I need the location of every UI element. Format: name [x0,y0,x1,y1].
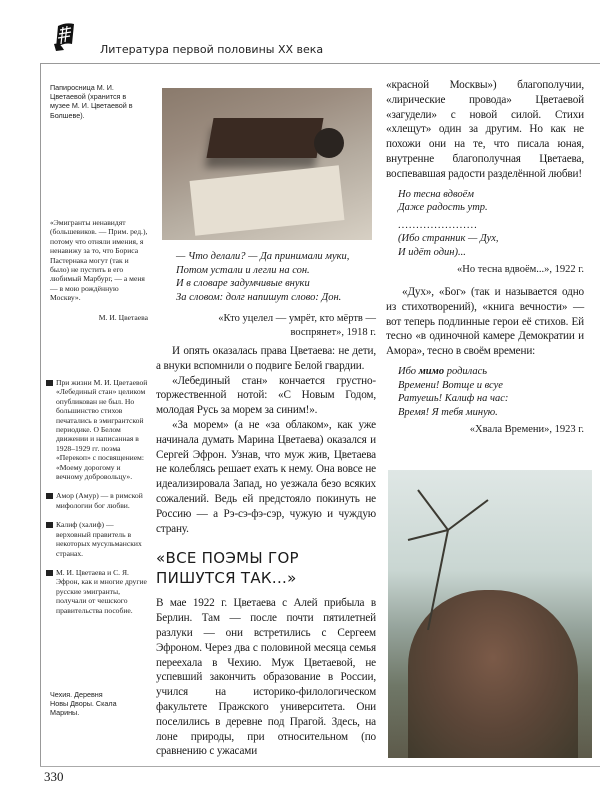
poem-text: родилась [444,366,488,378]
body-text-after-heading [156,596,376,759]
sidebar-notes [56,378,148,625]
note-text: Амор (Амур) — в римской мифологии бог любви. [56,491,143,510]
poem-source: «Хвала Времени», 1923 г. [469,424,584,436]
body-text [386,285,584,359]
poem-block [386,365,584,419]
paragraph: «Дух», «Бог» (так и называется одно из стихотворений), «книга вечности» — вот теперь подлинные герои её стихов. Ей тесно «в одиночной камере Демократии и Амора», тесно в своём времени: [386,286,584,358]
caption-landscape: Чехия. Деревня Новы Дворы. Скала Марины. [50,690,117,718]
running-title: Литература первой половины XX века [100,43,324,56]
note-marker-icon [46,570,53,576]
poem-line: Но тесна вдвоём [398,188,475,200]
poem-block [156,250,376,304]
paragraph: «За морем» (а не «за облаком», как уже начинала думать Марина Цветаева) оказался и Сергей Эфрон. Узнав, что муж жив, Цветаева не колеблясь решает ехать к нему. Она вовсе не идеализировала Запад, но уезжала безо всяких сожалений. Ведь ей предстояло покинуть не Россию — а Рэ-сэ-фэ-сэр, чужую и чуждую страну. [156,418,376,535]
note-text: М. И. Цветаева и С. Я. Эфрон, как и многие другие русские эмигранты, получали от чешского правительства пособие. [56,567,147,615]
quote-text: «Эмигранты ненавидят (большевиков. — Прим. ред.), потому что отняли имения, я ненавижу за то, что Бориса Пастернака могут (так и было) не пустить в его любимый Марбург, — а меня — в мою рождённую Москву». [50,218,148,303]
poem-line [398,365,584,379]
middle-column [156,250,376,759]
poem-ellipsis: ...................... [398,219,478,231]
frame-divider-left [40,63,41,766]
photo-cigarette-box [162,88,372,240]
note-text: При жизни М. И. Цветаевой «Лебединый стан» целиком опубликован не был. Но большинство стихов печатались в эмигрантской периодике. О Белом движении и написанная в 1928–1929 гг. поэма «Перекоп» с посвящением: «Моему дорогому и вечному добровольцу». [56,378,148,482]
body-text [156,344,376,536]
paragraph: В мае 1922 г. Цветаева с Алей прибыла в Берлин. Там — после почти пятилетней разлуки — они встретились с Сергеем Эфроном. Через два с половиной месяца семья переехала в Чехию. Муж Цветаевой, не успевший закончить образование в России, учился на историко-филологическом факультете Пражского университета. Они поселились в деревне под Прагой. Здесь, на лоне природы, при относительном (по сравнению с ужасами [156,597,376,758]
poem-line: Даже радость утр. [398,202,488,214]
frame-divider-bottom [40,766,600,767]
frame-divider-top [40,63,600,64]
poem-line: И идёт один)... [398,246,466,258]
note-marker-icon [46,380,53,386]
book-logo-icon [52,22,78,52]
poem-line: Время! Я тебя миную. [398,406,498,418]
poem-source: «Но тесна вдвоём...», 1922 г. [456,264,584,276]
poem-emphasis: мимо [418,366,445,378]
caption-cigarette-box: Папиросница М. И. Цветаевой (хранится в музее М. И. Цветаевой в Болшеве). [50,83,133,120]
note-swan-camp [56,378,148,481]
paragraph: «красной Москвы») благополучии, «лирические провода» Цветаевой «загудели» с новой силой. Стихи «хлещут» один за другим. Но как не похожи они на те, что писала юная, внутренне благополучная Цветаева, воспевавшая радости разделённой любви! [386,79,584,180]
poem-line: Времени! Вотще и всуе [398,379,503,391]
note-marker-icon [46,493,53,499]
poem-text: Ибо [398,366,419,378]
poem-source: «Кто уцелел — умрёт, кто мёртв — воспрянет», 1918 г. [218,313,376,338]
body-text [386,78,584,182]
sidebar-quote [50,218,148,322]
note-amor [56,491,148,510]
note-emigrants [56,568,148,615]
poem-line: (Ибо странник — Дух, [398,233,499,245]
paragraph: «Лебединый стан» кончается грустно-торжественной нотой: «С Новым Годом, молодая Русь за морем за синим!». [156,374,376,417]
section-heading: «ВСЕ ПОЭМЫ ГОР ПИШУТСЯ ТАК...» [156,549,299,588]
note-marker-icon [46,522,53,528]
right-column [386,78,584,437]
page-number: 330 [44,769,64,784]
paragraph: И опять оказалась права Цветаева: не дети, а внуки вспомнили о подвиге Белой гвардии. [156,345,376,372]
note-kalif [56,520,148,558]
photo-marina-rock [388,470,592,758]
quote-author: М. И. Цветаева [98,312,148,322]
poem-line: — Что делали? — Да принимали муки, [176,251,350,262]
poem-line: Потом устали и легли на сон. [176,264,310,276]
poem-line: Ратуешь! Калиф на час: [398,393,509,405]
poem-line: И в словаре задумчивые внуки [176,278,310,289]
note-text: Калиф (халиф) — верховный правитель в некоторых мусульманских странах. [56,520,142,558]
poem-block [386,188,584,260]
poem-line: За словом: долг напишут слово: Дон. [176,291,342,303]
